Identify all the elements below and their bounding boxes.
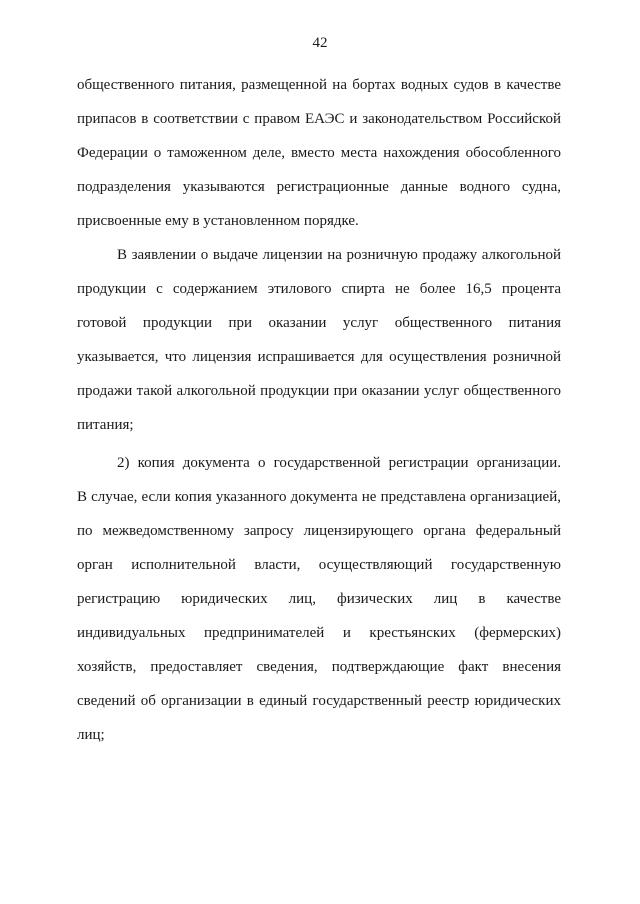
text-line: продажи такой алкогольной продукции при оказании услуг общественного bbox=[77, 383, 561, 399]
text-line: В заявлении о выдаче лицензии на розничную продажу алкогольной bbox=[117, 247, 561, 263]
text-line: готовой продукции при оказании услуг общественного питания bbox=[77, 315, 561, 331]
text-line: подразделения указываются регистрационные данные водного судна, bbox=[77, 179, 561, 195]
text-line: орган исполнительной власти, осуществляющий государственную bbox=[77, 557, 561, 573]
text-line: питания; bbox=[77, 417, 134, 433]
text-line: сведений об организации в единый государственный реестр юридических bbox=[77, 693, 561, 709]
text-line: лиц; bbox=[77, 727, 105, 743]
text-line: продукции с содержанием этилового спирта не более 16,5 процента bbox=[77, 281, 561, 297]
paragraph-1 bbox=[77, 68, 561, 238]
paragraph-3 bbox=[77, 446, 561, 752]
text-line: регистрацию юридических лиц, физических лиц в качестве bbox=[77, 591, 561, 607]
text-line: припасов в соответствии с правом ЕАЭС и законодательством Российской bbox=[77, 111, 561, 127]
text-line: Федерации о таможенном деле, вместо места нахождения обособленного bbox=[77, 145, 561, 161]
text-line: хозяйств, предоставляет сведения, подтверждающие факт внесения bbox=[77, 659, 561, 675]
text-line: указывается, что лицензия испрашивается для осуществления розничной bbox=[77, 349, 561, 365]
text-line: В случае, если копия указанного документа не представлена организацией, bbox=[77, 489, 561, 505]
text-line: общественного питания, размещенной на бортах водных судов в качестве bbox=[77, 77, 561, 93]
page-number: 42 bbox=[312, 35, 328, 51]
text-line: присвоенные ему в установленном порядке. bbox=[77, 213, 359, 229]
text-line: по межведомственному запросу лицензирующего органа федеральный bbox=[77, 523, 561, 539]
text-line: 2) копия документа о государственной регистрации организации. bbox=[117, 455, 561, 471]
text-line: индивидуальных предпринимателей и крестьянских (фермерских) bbox=[77, 625, 561, 641]
paragraph-2 bbox=[77, 238, 561, 442]
